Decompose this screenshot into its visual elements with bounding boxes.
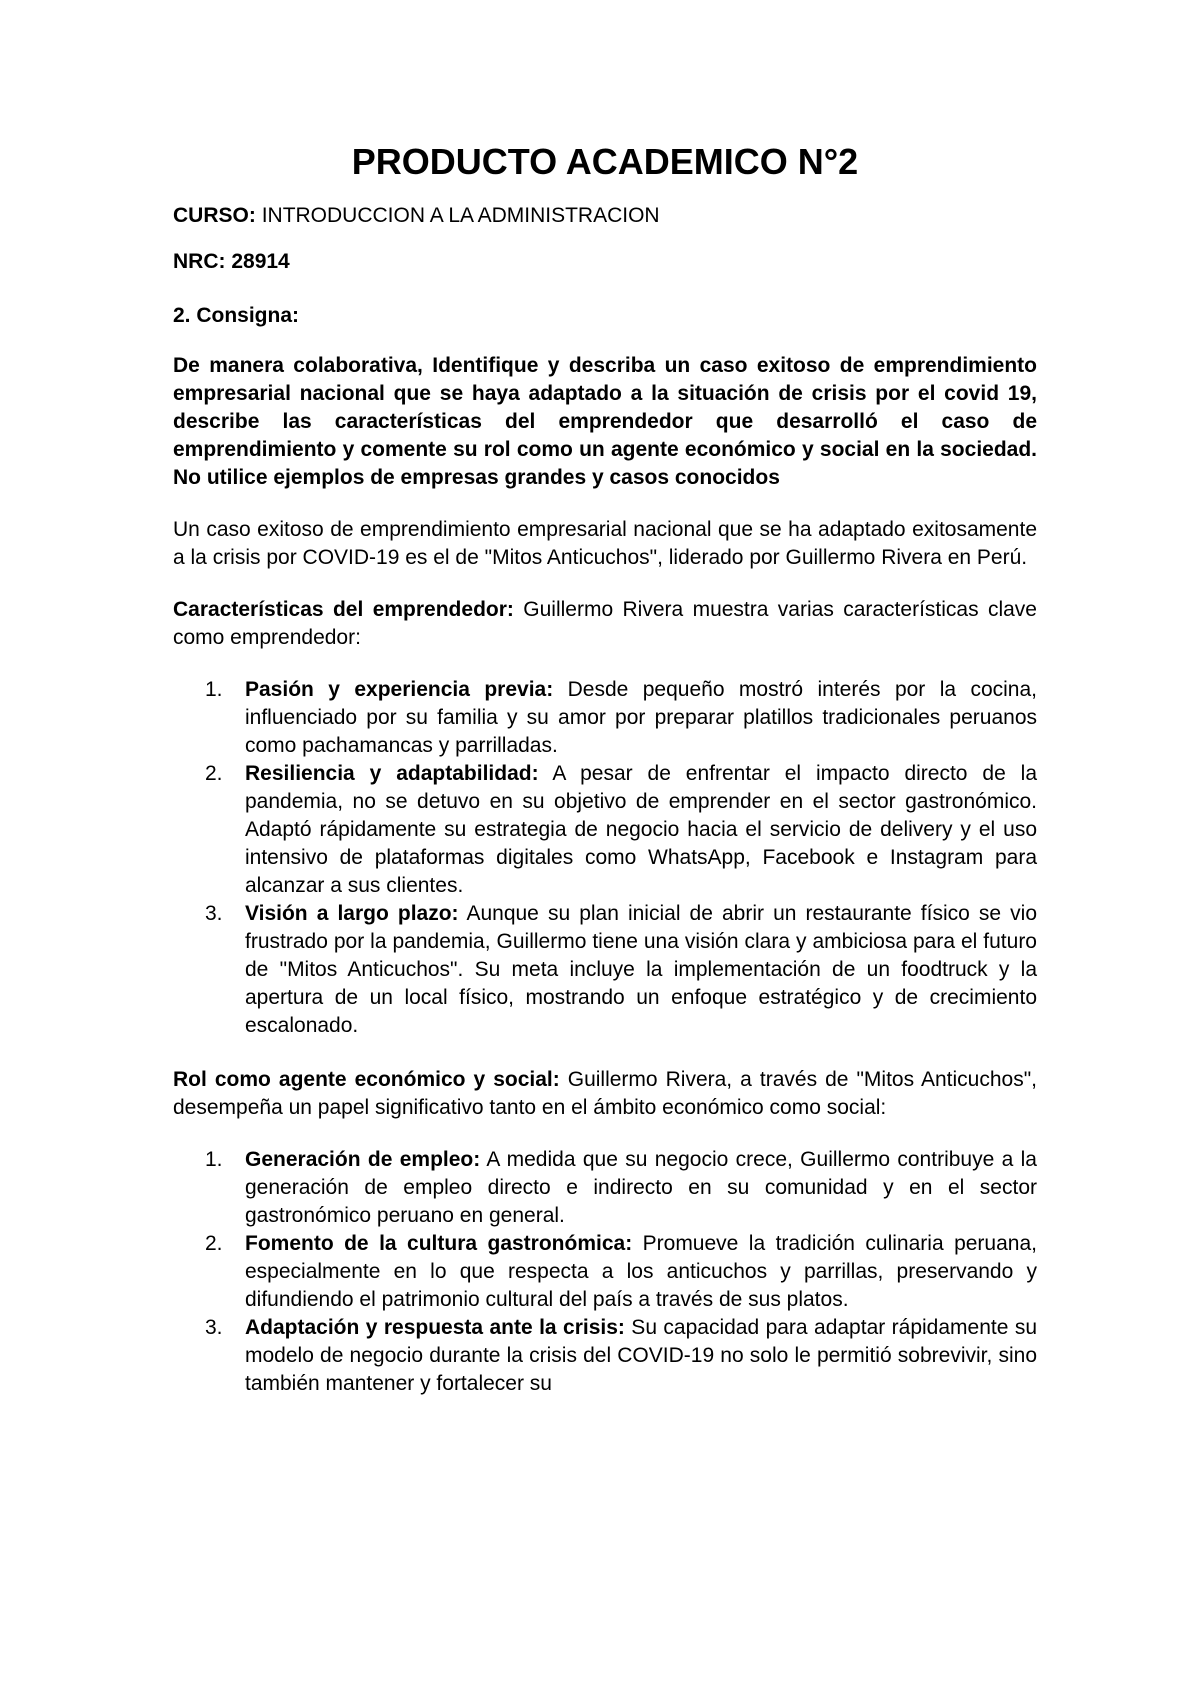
nrc-label: NRC:	[173, 250, 226, 273]
list-item-label: Pasión y experiencia previa:	[245, 678, 554, 701]
list-item-number: 3.	[205, 902, 223, 925]
document-page	[173, 140, 1037, 1424]
document-title: PRODUCTO ACADEMICO N°2	[351, 141, 859, 182]
nrc-value: 28914	[231, 250, 290, 273]
list-item-label: Resiliencia y adaptabilidad:	[245, 762, 539, 785]
list-item-number: 1.	[205, 678, 223, 701]
list-item-number: 3.	[205, 1316, 223, 1339]
list-item	[173, 760, 1037, 900]
intro-paragraph: Un caso exitoso de emprendimiento empresarial nacional que se ha adaptado exitosamente a la crisis por COVID-19 es el de "Mitos Anticuchos", liderado por Guillermo Rivera en Perú.	[173, 518, 1037, 569]
caracteristicas-text: Guillermo Rivera muestra varias características clave como emprendedor:	[173, 598, 1037, 649]
list-item-number: 2.	[205, 1232, 223, 1255]
list-item	[173, 1146, 1037, 1230]
curso-value: INTRODUCCION A LA ADMINISTRACION	[261, 204, 660, 227]
nrc-line	[173, 248, 1037, 276]
rol-label: Rol como agente económico y social:	[173, 1068, 560, 1091]
caracteristicas-list	[173, 676, 1037, 1040]
consigna-text: De manera colaborativa, Identifique y describa un caso exitoso de emprendimiento empresarial nacional que se haya adaptado a la situación de crisis por el covid 19, describe las características del emprendedor que desarrolló el caso de emprendimiento y comente su rol como un agente económico y social en la sociedad. No utilice ejemplos de empresas grandes y casos conocidos	[173, 354, 1037, 489]
list-item-text: Promueve la tradición culinaria peruana, especialmente en lo que respecta a los anticuchos y parrillas, preservando y difundiendo el patrimonio cultural del país a través de sus platos.	[245, 1232, 1037, 1311]
consigna-heading: 2. Consigna:	[173, 304, 300, 327]
list-item-label: Fomento de la cultura gastronómica:	[245, 1232, 633, 1255]
rol-text: Guillermo Rivera, a través de "Mitos Anticuchos", desempeña un papel significativo tanto en el ámbito económico como social:	[173, 1068, 1037, 1119]
list-item-number: 1.	[205, 1148, 223, 1171]
list-item-label: Visión a largo plazo:	[245, 902, 459, 925]
list-item	[173, 676, 1037, 760]
rol-paragraph	[173, 1066, 1037, 1122]
rol-list	[173, 1146, 1037, 1398]
caracteristicas-paragraph	[173, 596, 1037, 652]
list-item	[173, 1314, 1037, 1398]
list-item-label: Adaptación y respuesta ante la crisis:	[245, 1316, 625, 1339]
list-item-number: 2.	[205, 762, 223, 785]
curso-line	[173, 202, 1037, 230]
list-item-text: A medida que su negocio crece, Guillermo contribuye a la generación de empleo directo e indirecto en su comunidad y en el sector gastronómico peruano en general.	[245, 1148, 1037, 1227]
list-item-text: Su capacidad para adaptar rápidamente su modelo de negocio durante la crisis del COVID-19 no solo le permitió sobrevivir, sino también mantener y fortalecer su	[245, 1316, 1037, 1395]
list-item-text: Aunque su plan inicial de abrir un restaurante físico se vio frustrado por la pandemia, Guillermo tiene una visión clara y ambiciosa para el futuro de "Mitos Anticuchos". Su meta incluye la implementación de un foodtruck y la apertura de un local físico, mostrando un enfoque estratégico y de crecimiento escalonado.	[245, 902, 1037, 1037]
list-item-text: A pesar de enfrentar el impacto directo de la pandemia, no se detuvo en su objetivo de emprender en el sector gastronómico. Adaptó rápidamente su estrategia de negocio hacia el servicio de delivery y el uso intensivo de plataformas digitales como WhatsApp, Facebook e Instagram para alcanzar a sus clientes.	[245, 762, 1038, 897]
list-item	[173, 900, 1037, 1040]
curso-label: CURSO:	[173, 204, 256, 227]
list-item-text: Desde pequeño mostró interés por la cocina, influenciado por su familia y su amor por preparar platillos tradicionales peruanos como pachamancas y parrilladas.	[245, 678, 1037, 757]
list-item	[173, 1230, 1037, 1314]
caracteristicas-label: Características del emprendedor:	[173, 598, 514, 621]
list-item-label: Generación de empleo:	[245, 1148, 481, 1171]
